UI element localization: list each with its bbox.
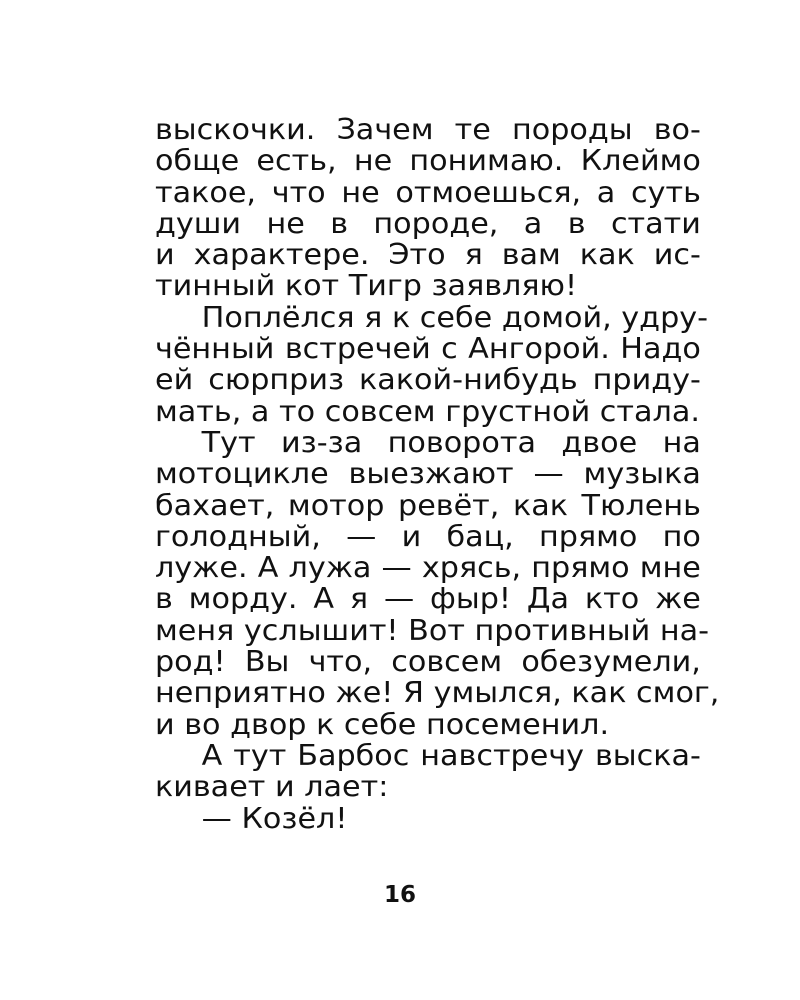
page-number: 16: [383, 882, 416, 908]
text-line: и характере. Это я вам как ис-: [155, 238, 701, 272]
text-line: меня услышит! Вот противный на-: [155, 613, 710, 647]
text-line: Поплёлся я к себе домой, удру-: [201, 300, 709, 334]
text-line: и во двор к себе посеменил.: [155, 707, 610, 741]
text-line: мать, а то совсем грустной стала.: [155, 394, 700, 428]
text-line: род! Вы что, совсем обезумели,: [155, 645, 701, 679]
text-line: голодный, — и бац, прямо по: [155, 519, 701, 553]
text-line: тинный кот Тигр заявляю!: [155, 269, 578, 303]
text-line: мотоцикле выезжают — музыка: [155, 457, 701, 491]
text-line: бахает, мотор ревёт, как Тюлень: [155, 488, 701, 522]
text-line: души не в породе, а в стати: [155, 206, 701, 240]
text-line: — Козёл!: [201, 801, 348, 835]
text-line: кивает и лает:: [155, 770, 389, 804]
body-text: [155, 114, 734, 834]
text-line: ей сюрприз какой-нибудь приду-: [155, 363, 701, 397]
text-line: обще есть, не понимаю. Клеймо: [155, 144, 701, 178]
text-line: Тут из-за поворота двое на: [201, 425, 701, 459]
text-line: выскочки. Зачем те породы во-: [155, 113, 701, 146]
text-line: в морду. А я — фыр! Да кто же: [155, 582, 701, 616]
text-line: такое, что не отмоешься, а суть: [155, 175, 701, 209]
text-line: неприятно же! Я умылся, как смог,: [155, 676, 720, 710]
text-line: луже. А лужа — хрясь, прямо мне: [155, 551, 701, 585]
text-line: А тут Барбос навстречу выска-: [201, 738, 701, 772]
text-line: чённый встречей с Ангорой. Надо: [155, 332, 701, 366]
